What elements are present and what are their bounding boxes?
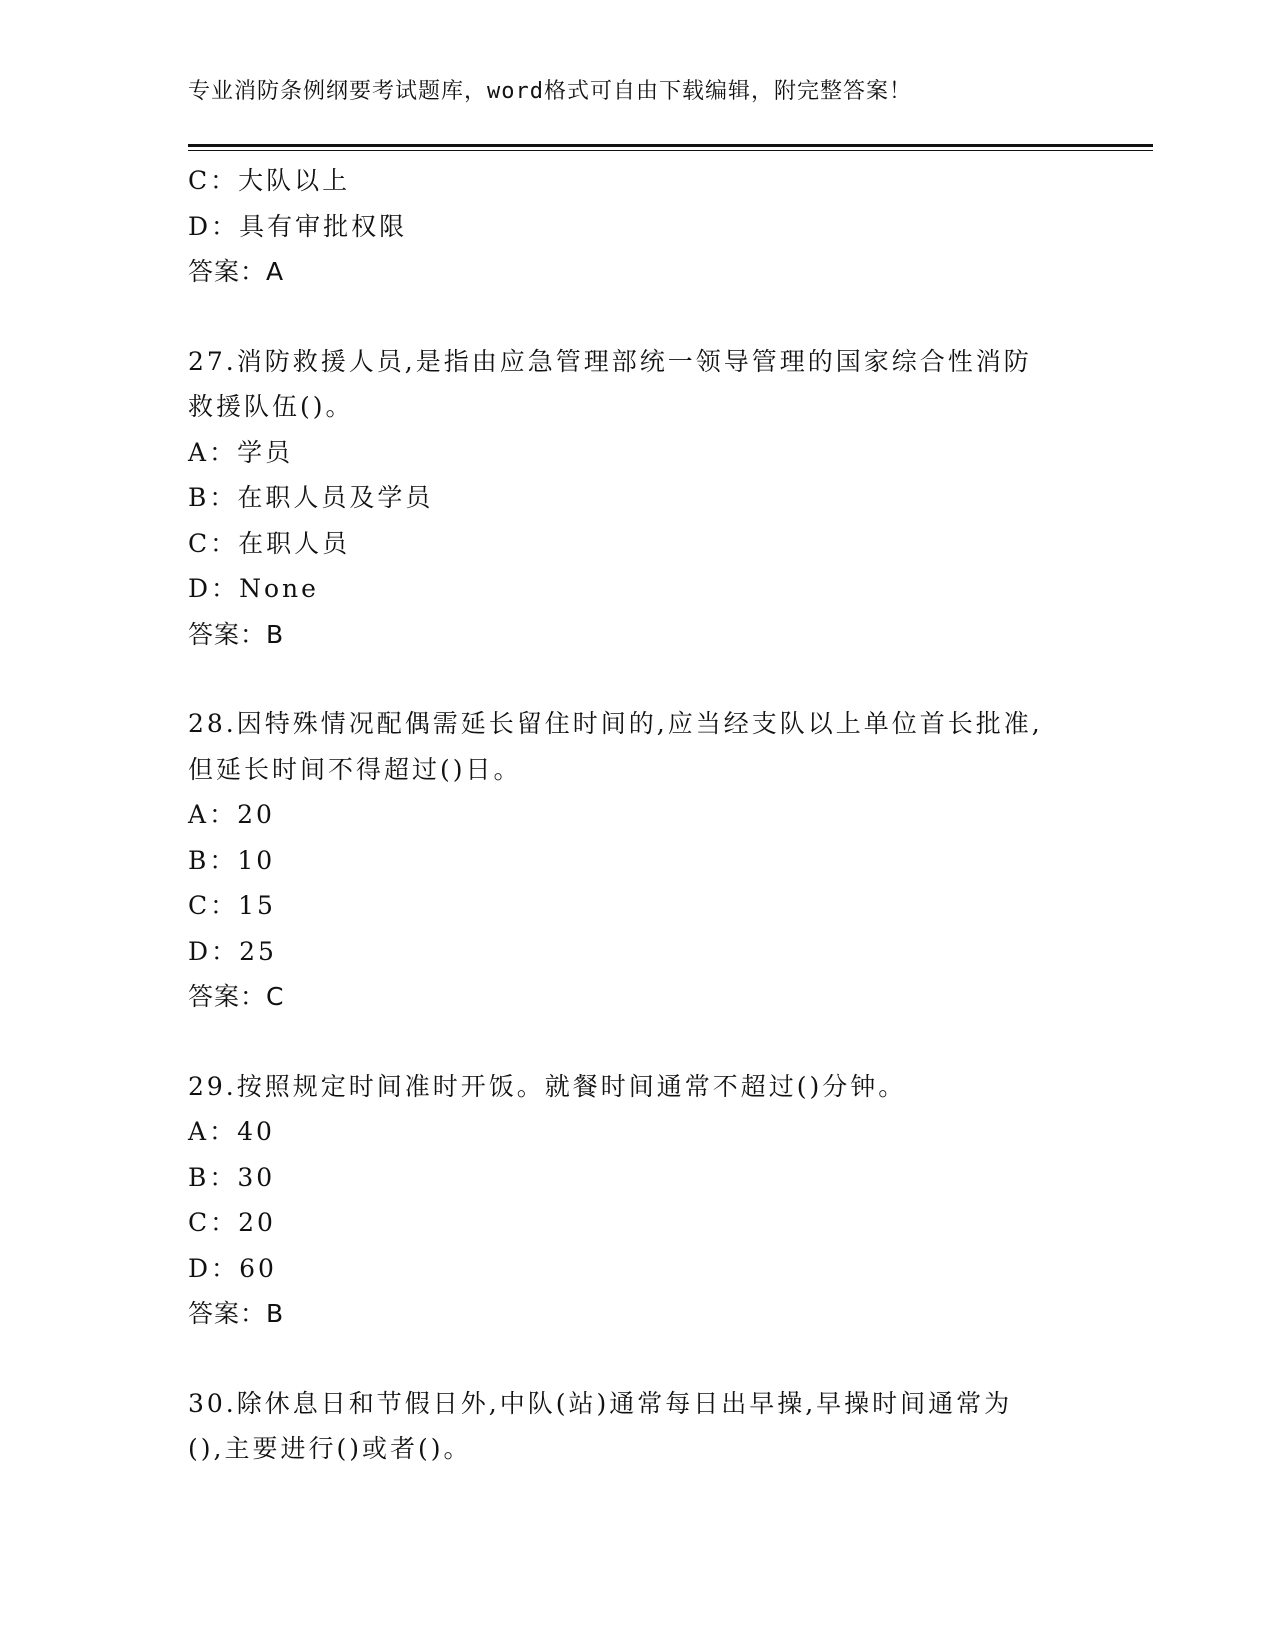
option-text: 在职人员及学员 (237, 483, 434, 512)
option-letter: A (188, 437, 210, 467)
option-line (188, 792, 1088, 838)
option-letter: B (188, 845, 210, 875)
option-separator: ： (209, 1162, 238, 1192)
option-line (188, 521, 1088, 567)
option-separator: ： (209, 800, 238, 829)
option-text: 25 (239, 936, 277, 966)
option-letter: C (188, 166, 211, 195)
answer-line: 答案：B (188, 619, 285, 649)
header-rule-thick (188, 144, 1153, 147)
option-text: 学员 (237, 437, 294, 467)
option-separator: ： (209, 437, 238, 467)
question-stem-line: 28.因特殊情况配偶需延长留住时间的,应当经支队以上单位首长批准, (188, 709, 1043, 738)
question-stem-line: 29.按照规定时间准时开饭。就餐时间通常不超过()分钟。 (188, 1071, 907, 1101)
option-separator: ： (210, 528, 239, 558)
question-28 (188, 701, 1088, 1020)
option-line (188, 838, 1088, 884)
option-separator: ： (210, 1208, 239, 1237)
option-letter: A (188, 800, 210, 829)
option-letter: B (188, 1162, 210, 1192)
option-text: 40 (237, 1117, 275, 1146)
option-separator: ： (211, 574, 240, 603)
question-stem-line: (),主要进行()或者()。 (188, 1434, 472, 1463)
option-separator: ： (211, 211, 240, 241)
option-line (188, 475, 1088, 521)
option-letter: D (188, 936, 212, 966)
question-stem-line: 但延长时间不得超过()日。 (188, 754, 522, 784)
option-line (188, 929, 1088, 975)
option-text: 在职人员 (238, 528, 351, 558)
option-separator: ： (211, 936, 240, 966)
option-letter: D (188, 574, 212, 603)
option-separator: ： (209, 483, 238, 512)
option-text: 30 (237, 1162, 276, 1192)
question-29 (188, 1064, 1088, 1337)
answer-line: 答案：A (188, 257, 285, 286)
option-letter: C (188, 1208, 211, 1237)
option-text: 20 (238, 1208, 276, 1237)
option-line (188, 1200, 1088, 1246)
question-27 (188, 339, 1088, 658)
option-line (188, 1246, 1088, 1292)
question-stem-line: 30.除休息日和节假日外,中队(站)通常每日出早操,早操时间通常为 (188, 1388, 1013, 1418)
option-letter: D (188, 1253, 212, 1283)
option-text: 15 (238, 891, 276, 920)
option-letter: D (188, 211, 212, 241)
option-separator: ： (211, 1253, 240, 1283)
header-rule-thin (188, 150, 1153, 151)
question-26-continuation (188, 158, 1088, 295)
option-separator: ： (209, 1117, 238, 1146)
option-separator: ： (209, 845, 238, 875)
option-line (188, 204, 1088, 250)
option-separator: ： (210, 166, 239, 195)
question-stem-line: 救援队伍()。 (188, 392, 354, 421)
option-text: None (239, 574, 319, 603)
answer-line: 答案：C (188, 982, 285, 1011)
option-letter: C (188, 528, 211, 558)
answer-line: 答案：B (188, 1299, 285, 1328)
option-line (188, 566, 1088, 612)
option-line (188, 1155, 1088, 1201)
option-line (188, 430, 1088, 476)
option-line (188, 1109, 1088, 1155)
option-text: 具有审批权限 (239, 211, 408, 241)
question-stem-line: 27.消防救援人员,是指由应急管理部统一领导管理的国家综合性消防 (188, 346, 1032, 376)
page-header: 专业消防条例纲要考试题库，word格式可自由下载编辑，附完整答案！ (188, 79, 912, 104)
question-30 (188, 1381, 1088, 1472)
option-letter: A (188, 1117, 210, 1146)
option-text: 20 (237, 800, 275, 829)
option-text: 60 (239, 1253, 277, 1283)
option-text: 10 (237, 845, 276, 875)
option-letter: B (188, 483, 210, 512)
option-line (188, 883, 1088, 929)
option-line (188, 158, 1088, 204)
option-letter: C (188, 891, 211, 920)
option-text: 大队以上 (238, 166, 351, 195)
option-separator: ： (210, 891, 239, 920)
question-list (188, 158, 1088, 1472)
